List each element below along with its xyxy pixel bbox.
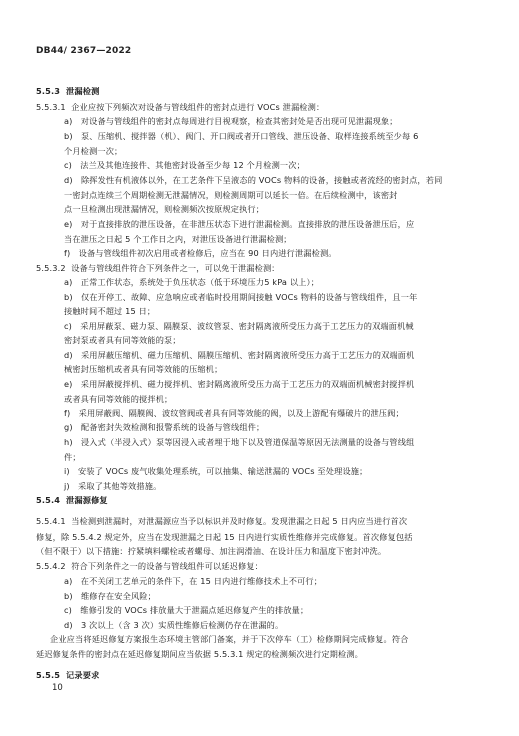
text-line-p5541_3: （但不限于）以下措施：拧紧填料螺栓或者螺母、加注润滑油、在设计压力和温度下密封冲洗。 [36, 546, 387, 556]
text-line-p5532_1: 5.5.3.2 设备与管线组件符合下列条件之一，可以免于泄漏检测： [36, 263, 280, 273]
text-line-e3: e) 采用屏蔽搅拌机、磁力搅拌机、密封隔离液所受压力高于工艺压力的双端面机械密封搅拌机 [64, 379, 415, 389]
text-line-e1: e) 对于直接排放的泄压设备，在非泄压状态下进行泄漏检测。直接排放的泄压设备泄压后，应 [64, 219, 415, 229]
text-line-c3: 密封泵或者具有同等效能的泵； [64, 335, 181, 345]
text-line-e4: 或者具有同等效能的搅拌机； [64, 394, 173, 404]
text-line-d6: d) 3 次以上（含 3 次）实质性维修后检测仍存在泄漏的。 [64, 620, 284, 630]
text-line-b4: 接触时间不超过 15 日； [64, 306, 156, 316]
text-line-f1: f) 设备与管线组件初次启用或者检修后，应当在 90 日内进行泄漏检测。 [64, 248, 337, 258]
text-line-h1: h) 浸入式（半浸入式）泵等因浸入或者埋于地下以及管道保温等原因无法测量的设备与管线组 [64, 437, 415, 447]
text-line-p5531_1: 5.5.3.1 企业应按下列频次对设备与管线组件的密封点进行 VOCs 泄漏检测： [36, 102, 325, 112]
text-line-p5541_1: 5.5.4.1 当检测到泄漏时，对泄漏源应当予以标识并及时修复。发现泄漏之日起 5 日内应当进行首次 [36, 516, 408, 526]
text-line-b3: b) 仅在开停工、故障、应急响应或者临时投用期间接触 VOCs 物料的设备与管线组件，且一年 [64, 292, 418, 302]
document-code-header: DB44/ 2367—2022 [36, 46, 132, 56]
text-line-d1: d) 除挥发性有机液体以外，在工艺条件下呈液态的 VOCs 物料的设备，接触或者流经的密封点，若同 [64, 175, 443, 185]
text-line-c1: c) 法兰及其他连接件、其他密封设备至少每 12 个月检测一次； [64, 160, 305, 170]
text-line-j1: j) 采取了其他等效措施。 [64, 481, 162, 491]
text-line-p_last1: 企业应当将延迟修复方案报生态环境主管部门备案，并于下次停车（工）检修期间完成修复。符合 [50, 634, 409, 644]
text-line-a1: a) 对设备与管线组件的密封点每周进行目视观察，检查其密封处是否出现可见泄漏现象； [64, 116, 398, 126]
text-line-g1: g) 配备密封失效检测和报警系统的设备与管线组件； [64, 422, 265, 432]
page-number: 10 [52, 683, 63, 693]
text-line-e2: 当在泄压之日起 5 个工作日之内，对泄压设备进行泄漏检测； [64, 234, 292, 244]
text-line-b5: b) 维修存在安全风险； [64, 591, 156, 601]
text-line-p5541_2: 修复，除 5.5.4.2 规定外，应当在发现泄漏之日起 15 日内进行实质性维修并完成修复。首次修复包括 [36, 532, 413, 542]
text-line-a2: a) 正常工作状态，系统处于负压状态（低于环境压力5 kPa 以上）； [64, 277, 320, 287]
text-line-f2: f) 采用屏蔽阀、隔膜阀、波纹管阀或者具有同等效能的阀，以及上游配有爆破片的泄压阀； [64, 408, 404, 418]
text-line-d5: 械密封压缩机或者具有同等效能的压缩机； [64, 364, 223, 374]
text-line-b1: b) 泵、压缩机、搅拌器（机）、阀门、开口阀或者开口管线、泄压设备、取样连接系统至少每 6 [64, 131, 419, 141]
text-line-h553: 5.5.3 泄漏检测 [36, 86, 100, 96]
text-line-d3: 点一旦检测出现泄漏情况，则检测频次按原规定执行； [64, 204, 265, 214]
text-line-h2: 件； [64, 452, 81, 462]
text-line-b2: 个月检测一次； [64, 146, 123, 156]
text-line-p_last2: 延迟修复条件的密封点在延迟修复期间应当依据 5.5.3.1 规定的检测频次进行定期检测。 [36, 649, 364, 659]
text-line-c2: c) 采用屏蔽泵、磁力泵、隔膜泵、波纹管泵、密封隔离液所受压力高于工艺压力的双端面机械 [64, 321, 414, 331]
text-line-p5542_1: 5.5.4.2 符合下列条件之一的设备与管线组件可以延迟修复： [36, 561, 263, 571]
text-line-d2: 一密封点连续三个周期检测无泄漏情况，则检测周期可以延长一倍。在后续检测中，该密封 [64, 190, 398, 200]
text-line-a3: a) 在不关闭工艺单元的条件下，在 15 日内进行维修技术上不可行； [64, 576, 323, 586]
text-line-c4: c) 维修引发的 VOCs 排放量大于泄漏点延迟修复产生的排放量； [64, 605, 309, 615]
text-line-h554: 5.5.4 泄漏源修复 [36, 495, 108, 505]
text-line-h555: 5.5.5 记录要求 [36, 670, 100, 680]
text-line-d4: d) 采用屏蔽压缩机、磁力压缩机、隔膜压缩机、密封隔离液所受压力高于工艺压力的双端面机 [64, 350, 415, 360]
text-line-i1: i) 安装了 VOCs 废气收集处理系统，可以抽集、输送泄漏的 VOCs 至处理设施； [64, 466, 368, 476]
